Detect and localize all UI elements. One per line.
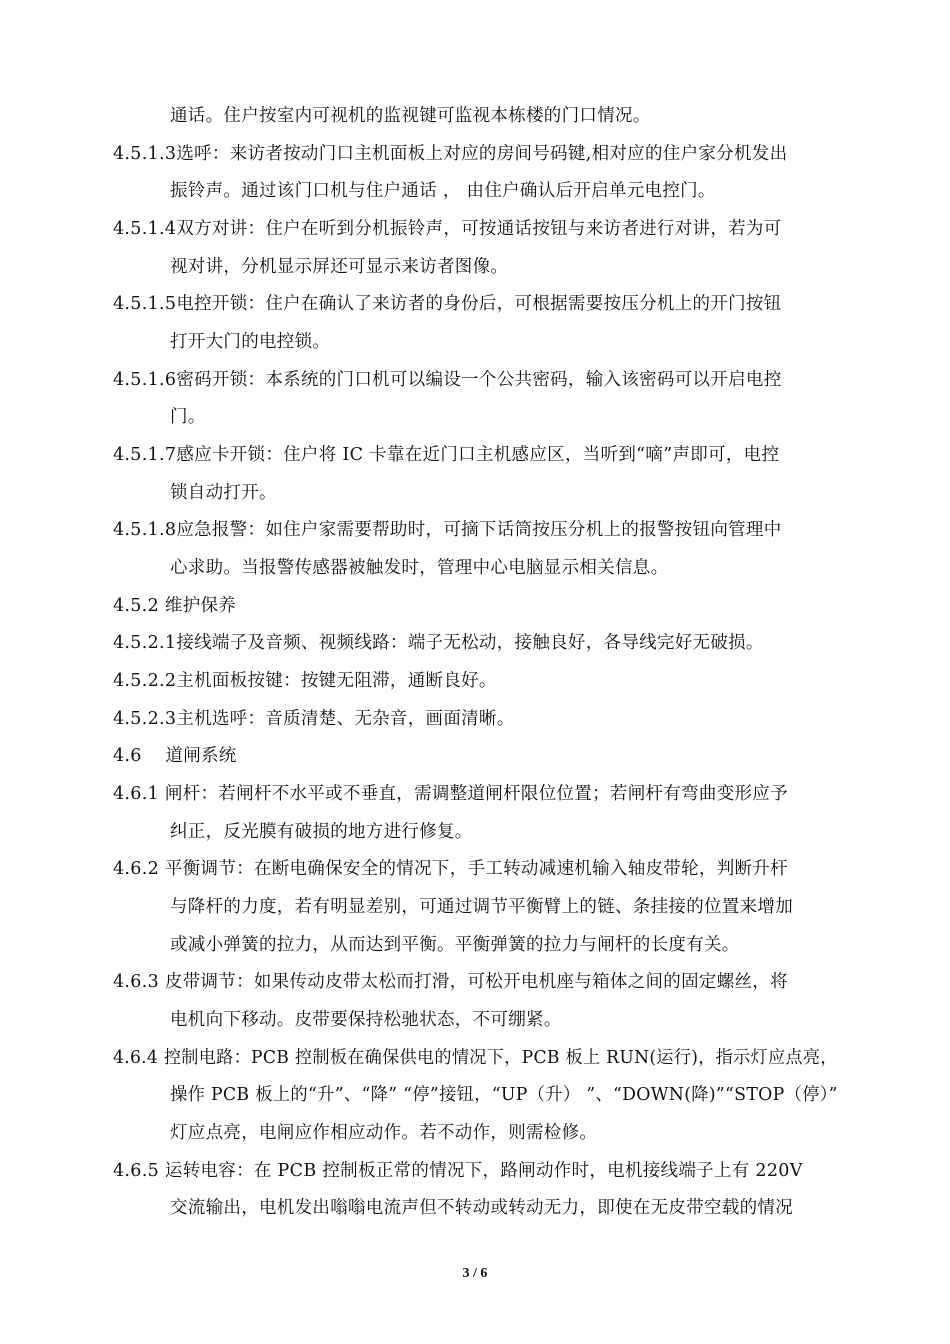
- section-heading: 4.5.2 维护保养: [113, 596, 237, 616]
- text-line: 心求助。当报警传感器被触发时，管理中心电脑显示相关信息。: [170, 558, 669, 578]
- section-heading: 4.6 道闸系统: [113, 746, 237, 766]
- text-line: 锁自动打开。: [170, 483, 277, 503]
- text-line: 纠正，反光膜有破损的地方进行修复。: [170, 822, 473, 842]
- text-line: 4.6.3 皮带调节：如果传动皮带太松而打滑，可松开电机座与箱体之间的固定螺丝，将: [113, 972, 788, 992]
- text-line: 4.5.1.3选呼：来访者按动门口主机面板上对应的房间号码键,相对应的住户家分机发出: [113, 144, 788, 164]
- text-line: 4.6.1 闸杆：若闸杆不水平或不垂直，需调整道闸杆限位位置；若闸杆有弯曲变形应予: [113, 784, 788, 804]
- text-line: 通话。住户按室内可视机的监视键可监视本栋楼的门口情况。: [170, 106, 651, 126]
- text-line: 打开大门的电控锁。: [170, 332, 331, 352]
- text-line: 交流输出，电机发出嗡嗡电流声但不转动或转动无力，即使在无皮带空载的情况: [170, 1198, 793, 1218]
- text-line: 视对讲，分机显示屏还可显示来访者图像。: [170, 257, 509, 277]
- text-line: 操作 PCB 板上的“升”、“降” “停”接钮，“UP（升） ”、“DOWN(降)”“STOP（停）”: [170, 1085, 838, 1105]
- text-line: 振铃声。通过该门口机与住户通话 ， 由住户确认后开启单元电控门。: [170, 181, 716, 201]
- text-line: 4.6.2 平衡调节：在断电确保安全的情况下，手工转动减速机输入轴皮带轮，判断升杆: [113, 859, 788, 879]
- text-line: 4.6.5 运转电容：在 PCB 控制板正常的情况下，路闸动作时，电机接线端子上有 220V: [113, 1161, 803, 1181]
- text-line: 灯应点亮，电闸应作相应动作。若不动作，则需检修。: [170, 1123, 598, 1143]
- text-line: 电机向下移动。皮带要保持松驰状态，不可绷紧。: [170, 1010, 562, 1030]
- page-number: 3 / 6: [462, 1266, 488, 1281]
- text-line: 门。: [170, 407, 206, 427]
- text-line: 与降杆的力度，若有明显差别，可通过调节平衡臂上的链、条挂接的位置来增加: [170, 897, 793, 917]
- text-line: 4.6.4 控制电路：PCB 控制板在确保供电的情况下，PCB 板上 RUN(运行)，指示灯应点亮，: [113, 1048, 838, 1068]
- text-line: 4.5.2.2主机面板按键：按键无阻滞，通断良好。: [113, 671, 497, 691]
- text-line: 4.5.1.7感应卡开锁：住户将 IC 卡靠在近门口主机感应区，当听到“嘀”声即可，电控: [113, 445, 780, 465]
- text-line: 或减小弹簧的拉力，从而达到平衡。平衡弹簧的拉力与闸杆的长度有关。: [170, 935, 740, 955]
- text-line: 4.5.1.8应急报警：如住户家需要帮助时，可摘下话筒按压分机上的报警按钮向管理中: [113, 520, 782, 540]
- text-line: 4.5.1.5电控开锁：住户在确认了来访者的身份后，可根据需要按压分机上的开门按钮: [113, 294, 782, 314]
- text-line: 4.5.1.4双方对讲：住户在听到分机振铃声，可按通话按钮与来访者进行对讲，若为可: [113, 219, 782, 239]
- text-line: 4.5.2.3主机选呼：音质清楚、无杂音，画面清晰。: [113, 709, 515, 729]
- text-line: 4.5.1.6密码开锁：本系统的门口机可以编设一个公共密码，输入该密码可以开启电控: [113, 370, 782, 390]
- text-line: 4.5.2.1接线端子及音频、视频线路：端子无松动，接触良好，各导线完好无破损。: [113, 633, 764, 653]
